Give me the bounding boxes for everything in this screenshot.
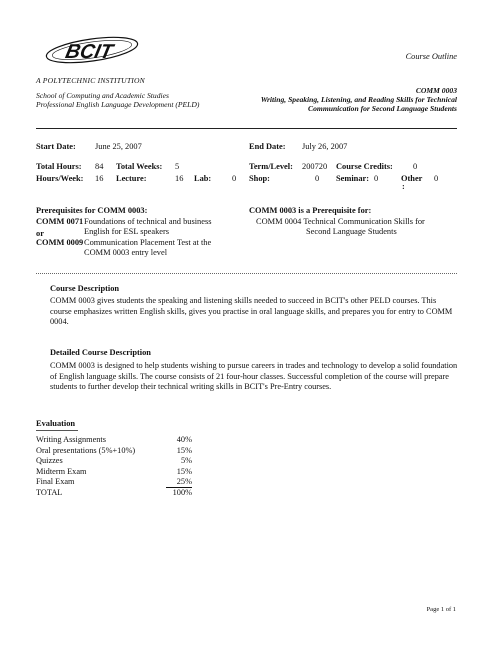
evaluation-row bbox=[36, 435, 196, 446]
evaluation-item: Midterm Exam bbox=[36, 466, 87, 476]
course-description-heading: Course Description bbox=[50, 284, 120, 293]
total-weeks-label: Total Weeks: bbox=[116, 162, 163, 171]
prereq-desc-1: Foundations of technical and business bbox=[84, 217, 212, 226]
lab-value: 0 bbox=[232, 174, 237, 183]
evaluation-table bbox=[36, 435, 196, 499]
term-label: Term/Level: bbox=[249, 162, 293, 171]
section-divider bbox=[36, 273, 457, 274]
evaluation-row bbox=[36, 467, 196, 478]
doc-type: Course Outline bbox=[405, 52, 457, 61]
department-name: Professional English Language Development (PELD) bbox=[36, 100, 200, 109]
evaluation-weight: 5% bbox=[180, 456, 192, 466]
course-code-header: COMM 0003 bbox=[415, 86, 457, 95]
evaluation-weight: 40% bbox=[176, 435, 192, 444]
credits-value: 0 bbox=[413, 162, 418, 171]
total-weeks-value: 5 bbox=[175, 162, 180, 171]
prereq-desc-3: Communication Placement Test at the bbox=[84, 238, 212, 247]
page-number: Page 1 of 1 bbox=[426, 606, 456, 613]
lab-label: Lab: bbox=[194, 174, 212, 183]
other-label: Other bbox=[401, 174, 423, 183]
is-prereq-line-1: COMM 0004 Technical Communication Skills for bbox=[256, 217, 425, 226]
term-value: 200720 bbox=[302, 162, 328, 171]
end-date-value: July 26, 2007 bbox=[302, 142, 348, 151]
other-value: 0 bbox=[434, 174, 439, 183]
evaluation-weight: 25% bbox=[176, 477, 192, 487]
prereq-code-1: COMM 0071 bbox=[36, 217, 84, 226]
evaluation-total-row bbox=[36, 488, 196, 499]
evaluation-row bbox=[36, 446, 196, 457]
lecture-label: Lecture: bbox=[116, 174, 147, 183]
lecture-value: 16 bbox=[175, 174, 184, 183]
evaluation-row bbox=[36, 477, 196, 488]
school-name: School of Computing and Academic Studies bbox=[36, 91, 169, 100]
evaluation-total-value: 100% bbox=[172, 487, 192, 497]
hours-week-label: Hours/Week: bbox=[36, 174, 84, 183]
header-rule bbox=[36, 128, 457, 129]
prereq-heading: Prerequisites for COMM 0003: bbox=[36, 206, 148, 215]
detailed-description-text: COMM 0003 is designed to help students wishing to pursue careers in trades and technology to develop a solid foundation of English language skills. The course consists of 21 four-hour classes. Successful completion of the course will prepare students to further develop their technical writing skills in BCIT's Pre-Entry courses. bbox=[50, 361, 458, 391]
institution-tagline: A POLYTECHNIC INSTITUTION bbox=[36, 76, 145, 85]
prereq-desc-2: English for ESL speakers bbox=[84, 227, 170, 236]
prereq-or: or bbox=[36, 229, 44, 238]
seminar-value: 0 bbox=[374, 174, 379, 183]
evaluation-item: Oral presentations (5%+10%) bbox=[36, 445, 136, 455]
evaluation-item: Quizzes bbox=[36, 456, 63, 466]
course-description-text: COMM 0003 gives students the speaking and listening skills needed to succeed in BCIT's other PELD courses. This course emphasizes written English skills, gives you practise in oral language skills, and prepares you for entry to COMM 0004. bbox=[50, 296, 453, 326]
other-colon: : bbox=[402, 182, 405, 191]
hours-week-value: 16 bbox=[95, 174, 104, 183]
bcit-logo bbox=[36, 32, 142, 72]
evaluation-item: Final Exam bbox=[36, 477, 75, 487]
evaluation-weight: 15% bbox=[176, 466, 192, 476]
prereq-desc-4: COMM 0003 entry level bbox=[84, 248, 168, 257]
detailed-description-heading: Detailed Course Description bbox=[50, 348, 151, 357]
is-prereq-heading: COMM 0003 is a Prerequisite for: bbox=[249, 206, 372, 215]
shop-value: 0 bbox=[315, 174, 320, 183]
seminar-label: Seminar: bbox=[336, 174, 370, 183]
start-date-label: Start Date: bbox=[36, 142, 76, 151]
evaluation-heading-underline bbox=[36, 430, 78, 431]
shop-label: Shop: bbox=[249, 174, 270, 183]
credits-label: Course Credits: bbox=[336, 162, 393, 171]
total-hours-label: Total Hours: bbox=[36, 162, 82, 171]
evaluation-weight: 15% bbox=[176, 445, 192, 455]
evaluation-heading: Evaluation bbox=[36, 419, 76, 428]
evaluation-total-label: TOTAL bbox=[36, 487, 63, 497]
total-hours-value: 84 bbox=[95, 162, 104, 171]
end-date-label: End Date: bbox=[249, 142, 286, 151]
evaluation-row bbox=[36, 456, 196, 467]
course-title: Writing, Speaking, Listening, and Reading Skills for Technical Communication for Second Language Students bbox=[260, 95, 457, 114]
is-prereq-line-2: Second Language Students bbox=[306, 227, 397, 236]
prereq-code-2: COMM 0009 bbox=[36, 238, 84, 247]
evaluation-item: Writing Assignments bbox=[36, 435, 106, 444]
svg-text:BCIT: BCIT bbox=[63, 41, 115, 63]
start-date-value: June 25, 2007 bbox=[95, 142, 142, 151]
